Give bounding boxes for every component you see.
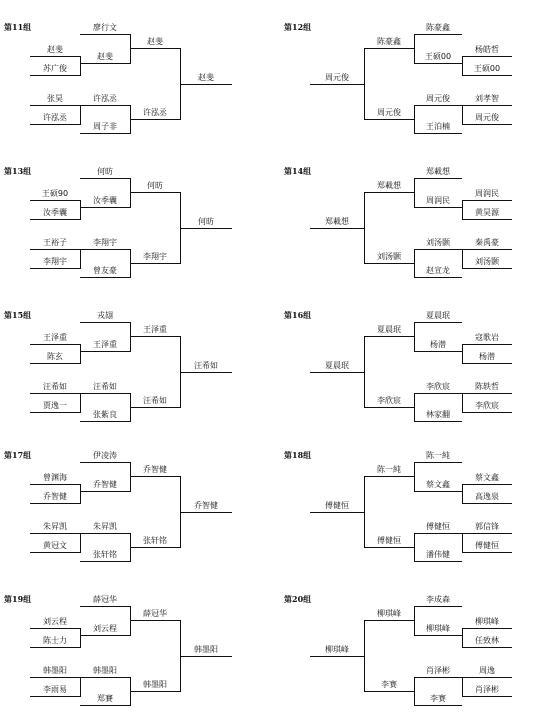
- player-name: 王泊楠: [426, 122, 450, 131]
- bracket-line: [462, 124, 512, 125]
- player-name: 高逸泉: [475, 492, 499, 501]
- bracket-line: [80, 207, 130, 208]
- group-winner: 柳琪峰: [325, 645, 349, 654]
- bracket-line: [310, 372, 364, 373]
- bracket-line: [30, 552, 80, 553]
- bracket-connector: [130, 606, 131, 636]
- player-name: 薛冠华: [93, 595, 117, 604]
- player-name: 郑賽: [97, 694, 113, 703]
- player-name: 王硕00: [473, 64, 501, 73]
- player-name: 任致林: [475, 636, 499, 645]
- bracket-line: [130, 192, 180, 193]
- bracket-connector: [364, 336, 365, 408]
- bracket-line: [462, 677, 512, 678]
- player-name: 柳琪峰: [475, 617, 499, 626]
- bracket-line: [310, 84, 364, 85]
- bracket-line: [130, 691, 180, 692]
- group-title: 第20组: [284, 594, 312, 604]
- player-name: 赵宣龙: [426, 266, 450, 275]
- player-name: 陈一純: [377, 465, 401, 474]
- group-winner: 郑載想: [325, 217, 349, 226]
- group-title: 第19组: [4, 594, 32, 604]
- player-name: 秦禹豪: [475, 238, 499, 247]
- player-name: 苏广俊: [43, 64, 67, 73]
- group-winner: 乔智健: [194, 501, 218, 510]
- player-name: 朱昇凯: [43, 522, 67, 531]
- bracket-line: [414, 249, 462, 250]
- bracket-line: [30, 647, 80, 648]
- group-title: 第16组: [284, 310, 312, 320]
- player-name: 刘汤颢: [377, 252, 401, 261]
- player-name: 郑載想: [426, 167, 450, 176]
- player-name: 林家翻: [426, 410, 450, 419]
- player-name: 杨皓哲: [475, 45, 499, 54]
- player-name: 曾渊海: [43, 473, 67, 482]
- player-name: 王裕子: [43, 238, 67, 247]
- bracket-line: [130, 547, 180, 548]
- bracket-line: [414, 207, 462, 208]
- bracket-line: [130, 620, 180, 621]
- bracket-line: [414, 63, 462, 64]
- player-name: 黄冠文: [43, 541, 67, 550]
- player-name: 王泽重: [43, 333, 67, 342]
- player-name: 王硕90: [41, 189, 69, 198]
- player-name: 乔智健: [43, 492, 67, 501]
- bracket-connector: [414, 249, 415, 278]
- bracket-connector: [414, 677, 415, 706]
- bracket-line: [180, 656, 232, 657]
- group-title: 第13组: [4, 166, 32, 176]
- group-title: 第11组: [4, 22, 32, 32]
- player-name: 夏晨珉: [426, 311, 450, 320]
- player-name: 何昉: [147, 181, 163, 190]
- bracket-line: [30, 484, 80, 485]
- player-name: 戎翃: [97, 311, 113, 320]
- bracket-line: [30, 268, 80, 269]
- player-name: 潘伟健: [426, 550, 450, 559]
- bracket-line: [462, 200, 512, 201]
- player-name: 蔡文鑫: [475, 473, 499, 482]
- bracket-line: [80, 677, 130, 678]
- bracket-connector: [462, 677, 463, 697]
- player-name: 王泽重: [143, 325, 167, 334]
- player-name: 汪希如: [93, 382, 117, 391]
- player-name: 李欣宸: [475, 401, 499, 410]
- bracket-line: [364, 48, 414, 49]
- bracket-connector: [130, 178, 131, 208]
- bracket-connector: [80, 533, 81, 553]
- bracket-connector: [80, 249, 81, 269]
- bracket-line: [130, 119, 180, 120]
- bracket-line: [80, 322, 130, 323]
- bracket-line: [364, 263, 414, 264]
- player-name: 傅健恒: [377, 536, 401, 545]
- bracket-line: [80, 34, 130, 35]
- group-winner: 傅健恒: [325, 501, 349, 510]
- bracket-line: [30, 533, 80, 534]
- player-name: 韩墨阳: [93, 666, 117, 675]
- bracket-line: [364, 336, 414, 337]
- bracket-connector: [462, 484, 463, 504]
- bracket-connector: [414, 322, 415, 352]
- bracket-line: [414, 462, 462, 463]
- bracket-line: [30, 219, 80, 220]
- player-name: 赵斐: [97, 52, 113, 61]
- bracket-line: [30, 628, 80, 629]
- bracket-line: [364, 691, 414, 692]
- bracket-line: [30, 393, 80, 394]
- player-name: 许泓丞: [93, 94, 117, 103]
- bracket-line: [414, 133, 462, 134]
- group-title: 第15组: [4, 310, 32, 320]
- bracket-line: [364, 119, 414, 120]
- bracket-line: [414, 561, 462, 562]
- bracket-line: [462, 503, 512, 504]
- bracket-line: [80, 491, 130, 492]
- bracket-connector: [80, 628, 81, 648]
- bracket-line: [414, 34, 462, 35]
- player-name: 周润民: [426, 196, 450, 205]
- bracket-connector: [364, 620, 365, 692]
- bracket-line: [310, 228, 364, 229]
- bracket-connector: [414, 34, 415, 64]
- player-name: 朱昇凯: [93, 522, 117, 531]
- player-name: 汝季囊: [93, 196, 117, 205]
- bracket-connector: [364, 192, 365, 264]
- bracket-line: [462, 628, 512, 629]
- bracket-line: [80, 462, 130, 463]
- bracket-line: [180, 372, 232, 373]
- bracket-line: [80, 705, 130, 706]
- bracket-line: [462, 105, 512, 106]
- bracket-line: [130, 407, 180, 408]
- player-name: 傅健恒: [426, 522, 450, 531]
- bracket-connector: [462, 56, 463, 76]
- player-name: 韩墨阳: [43, 666, 67, 675]
- bracket-line: [414, 178, 462, 179]
- player-name: 夏晨珉: [377, 325, 401, 334]
- bracket-line: [30, 75, 80, 76]
- bracket-line: [462, 56, 512, 57]
- bracket-line: [414, 105, 462, 106]
- bracket-line: [30, 200, 80, 201]
- player-name: 许泓丞: [43, 113, 67, 122]
- player-name: 陈豪鑫: [426, 23, 450, 32]
- player-name: 李雨易: [43, 685, 67, 694]
- bracket-line: [414, 277, 462, 278]
- bracket-line: [130, 48, 180, 49]
- bracket-line: [30, 344, 80, 345]
- bracket-connector: [462, 628, 463, 648]
- bracket-connector: [414, 533, 415, 562]
- player-name: 郭信锋: [475, 522, 499, 531]
- player-name: 薛冠华: [143, 609, 167, 618]
- player-name: 李欣宸: [377, 396, 401, 405]
- player-name: 李成森: [426, 595, 450, 604]
- bracket-connector: [462, 200, 463, 220]
- player-name: 韩墨阳: [143, 680, 167, 689]
- player-name: 王泽重: [93, 340, 117, 349]
- bracket-line: [80, 249, 130, 250]
- bracket-line: [364, 620, 414, 621]
- bracket-line: [30, 124, 80, 125]
- group-winner: 汪希如: [194, 361, 218, 370]
- bracket-connector: [462, 105, 463, 125]
- bracket-connector: [80, 484, 81, 504]
- group-winner: 何昉: [198, 217, 214, 226]
- player-name: 何昉: [97, 167, 113, 176]
- player-name: 张轩铭: [143, 536, 167, 545]
- bracket-connector: [80, 105, 81, 125]
- bracket-line: [80, 635, 130, 636]
- bracket-line: [180, 512, 232, 513]
- player-name: 寇歌岩: [475, 333, 499, 342]
- player-name: 汝季囊: [43, 208, 67, 217]
- player-name: 杨潜: [479, 352, 495, 361]
- player-name: 廖行文: [93, 23, 117, 32]
- player-name: 陈一純: [426, 451, 450, 460]
- player-name: 许泓丞: [143, 108, 167, 117]
- bracket-line: [414, 351, 462, 352]
- bracket-line: [310, 656, 364, 657]
- player-name: 张昊: [47, 94, 63, 103]
- bracket-line: [180, 228, 232, 229]
- bracket-line: [364, 547, 414, 548]
- player-name: 黄昊源: [475, 208, 499, 217]
- bracket-line: [80, 606, 130, 607]
- bracket-line: [364, 476, 414, 477]
- bracket-line: [30, 677, 80, 678]
- bracket-line: [462, 363, 512, 364]
- bracket-connector: [414, 393, 415, 422]
- player-name: 李欣宸: [426, 382, 450, 391]
- bracket-line: [80, 533, 130, 534]
- bracket-line: [130, 476, 180, 477]
- bracket-line: [80, 393, 130, 394]
- bracket-line: [414, 533, 462, 534]
- bracket-line: [462, 393, 512, 394]
- bracket-line: [414, 322, 462, 323]
- player-name: 李翔宇: [143, 252, 167, 261]
- bracket-line: [462, 412, 512, 413]
- player-name: 刘云程: [93, 624, 117, 633]
- bracket-line: [80, 178, 130, 179]
- player-name: 刘汤颢: [426, 238, 450, 247]
- bracket-line: [30, 105, 80, 106]
- bracket-line: [80, 63, 130, 64]
- bracket-line: [414, 606, 462, 607]
- player-name: 刘孝智: [475, 94, 499, 103]
- bracket-line: [180, 84, 232, 85]
- player-name: 陈轶哲: [475, 382, 499, 391]
- bracket-line: [462, 533, 512, 534]
- group-title: 第18组: [284, 450, 312, 460]
- group-title: 第14组: [284, 166, 312, 176]
- bracket-connector: [364, 48, 365, 120]
- player-name: 柳琪峰: [377, 609, 401, 618]
- bracket-line: [414, 491, 462, 492]
- bracket-connector: [462, 533, 463, 553]
- player-name: 陈豪鑫: [377, 37, 401, 46]
- bracket-connector: [462, 393, 463, 413]
- player-name: 伊凌涛: [93, 451, 117, 460]
- player-name: 杨潜: [430, 340, 446, 349]
- group-title: 第12组: [284, 22, 312, 32]
- bracket-connector: [80, 344, 81, 364]
- group-winner: 赵斐: [198, 73, 214, 82]
- bracket-connector: [414, 462, 415, 492]
- player-name: 赵斐: [47, 45, 63, 54]
- player-name: 周元俊: [377, 108, 401, 117]
- player-name: 王硕00: [424, 52, 452, 61]
- bracket-line: [30, 249, 80, 250]
- group-winner: 韩墨阳: [194, 645, 218, 654]
- bracket-line: [80, 421, 130, 422]
- bracket-line: [414, 635, 462, 636]
- bracket-line: [80, 561, 130, 562]
- player-name: 张轩铭: [93, 550, 117, 559]
- bracket-line: [80, 105, 130, 106]
- bracket-line: [462, 249, 512, 250]
- bracket-connector: [130, 322, 131, 352]
- player-name: 陈玄: [47, 352, 63, 361]
- bracket-connector: [80, 56, 81, 76]
- player-name: 陈士力: [43, 636, 67, 645]
- bracket-line: [80, 133, 130, 134]
- player-name: 刘云程: [43, 617, 67, 626]
- bracket-connector: [80, 200, 81, 220]
- bracket-line: [462, 344, 512, 345]
- bracket-line: [364, 192, 414, 193]
- bracket-connector: [414, 105, 415, 134]
- player-name: 曾友豪: [93, 266, 117, 275]
- bracket-connector: [462, 344, 463, 364]
- player-name: 乔智健: [143, 465, 167, 474]
- player-name: 周逸: [479, 666, 495, 675]
- player-name: 蔡文鑫: [426, 480, 450, 489]
- bracket-line: [80, 277, 130, 278]
- player-name: 刘汤颢: [475, 257, 499, 266]
- bracket-connector: [414, 178, 415, 208]
- bracket-connector: [364, 476, 365, 548]
- bracket-connector: [414, 606, 415, 636]
- player-name: 汪希如: [43, 382, 67, 391]
- player-name: 郑載想: [377, 181, 401, 190]
- player-name: 柳琪峰: [426, 624, 450, 633]
- player-name: 李赛: [381, 680, 397, 689]
- bracket-line: [462, 268, 512, 269]
- player-name: 赵斐: [147, 37, 163, 46]
- bracket-line: [414, 393, 462, 394]
- player-name: 周元俊: [426, 94, 450, 103]
- bracket-line: [30, 363, 80, 364]
- bracket-line: [130, 263, 180, 264]
- bracket-connector: [462, 249, 463, 269]
- player-name: 李翔宇: [93, 238, 117, 247]
- group-title: 第17组: [4, 450, 32, 460]
- player-name: 周子非: [93, 122, 117, 131]
- player-name: 贾逸一: [43, 401, 67, 410]
- player-name: 肖泽彬: [475, 685, 499, 694]
- bracket-line: [462, 219, 512, 220]
- bracket-connector: [80, 677, 81, 697]
- bracket-line: [414, 677, 462, 678]
- bracket-line: [30, 696, 80, 697]
- bracket-line: [364, 407, 414, 408]
- bracket-connector: [130, 34, 131, 64]
- player-name: 周润民: [475, 189, 499, 198]
- player-name: 傅健恒: [475, 541, 499, 550]
- player-name: 肖泽彬: [426, 666, 450, 675]
- bracket-line: [462, 75, 512, 76]
- player-name: 李赛: [430, 694, 446, 703]
- bracket-connector: [130, 462, 131, 492]
- bracket-line: [30, 503, 80, 504]
- player-name: 乔智健: [93, 480, 117, 489]
- player-name: 张紫良: [93, 410, 117, 419]
- bracket-line: [130, 336, 180, 337]
- bracket-line: [462, 647, 512, 648]
- player-name: 李翔宇: [43, 257, 67, 266]
- group-winner: 夏晨珉: [325, 361, 349, 370]
- group-winner: 周元俊: [325, 73, 349, 82]
- bracket-line: [30, 412, 80, 413]
- bracket-line: [80, 351, 130, 352]
- player-name: 周元俊: [475, 113, 499, 122]
- bracket-line: [414, 705, 462, 706]
- player-name: 汪希如: [143, 396, 167, 405]
- bracket-line: [30, 56, 80, 57]
- bracket-line: [462, 484, 512, 485]
- bracket-line: [414, 421, 462, 422]
- bracket-line: [310, 512, 364, 513]
- bracket-connector: [80, 393, 81, 413]
- bracket-line: [462, 552, 512, 553]
- bracket-line: [462, 696, 512, 697]
